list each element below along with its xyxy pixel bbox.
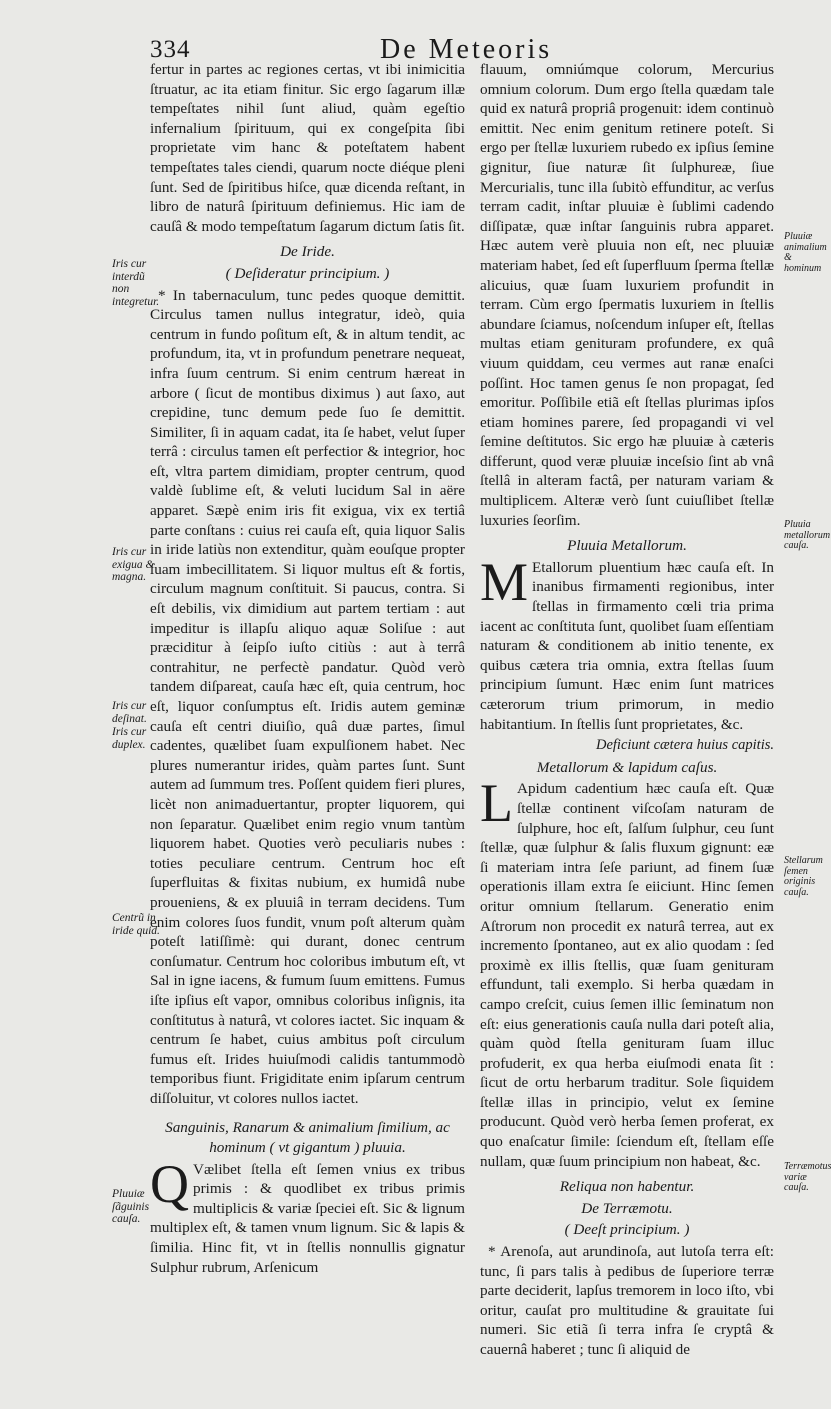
note-reliqua: Reliqua non habentur.	[559, 1178, 695, 1196]
paragraph: fertur in partes ac regiones certas, vt ibi inimicitia ſtruatur, ac ita etiam finitur. Sic ergo ſagarum illæ tempeſtates nihil ſunt aliud, quàm egeſtio infernalium ſpirituum, qui ex congeſpita ſibi proprietate vim hanc & poteſtatem habent tempeſtates tales ciendi, quarum nocte diéque pleni ſunt. Sed de ſpiritibus hiſce, quæ dicenda reſtant, in libro de naturâ ſpirituum definiemus. Hic iam de cauſâ & modo tempeſtatum ſagarum dictum ſatis ſit.	[150, 61, 465, 235]
margin-note-right-1: Pluuiæ animalium & hominum	[784, 231, 827, 274]
page-number: 334	[150, 36, 191, 63]
margin-note-iris-duplex: Iris cur duplex.	[112, 726, 147, 751]
right-column	[480, 60, 774, 1360]
note-deficiunt: Deficiunt cætera huius capitis.	[595, 737, 774, 754]
paragraph-text: Apidum cadentium hæc cauſa eſt. Quæ ſtellæ continent viſcoſam naturam de ſulphure, hoc eſt, ſalſum ſulphur, ceu ſunt ſtellæ, quæ ſulphur & ſalis fluxum gignunt: eæ ſi materiam intra ſeſe pariunt, ad finem ſuæ operationis illam extra ſe eiiciunt. Hinc ſemen oritur omnium ſtellarum. Generatio enim Aſtrorum non procedit ex naturâ terrea, aut ex incremento ſpontaneo, aut ex alio quodam : ſed proximè ex illis ſtellis, quæ ſuam genituram effundunt, tali exemplo. Si herba quædam in campo creſcit, cuius ſemen illic ſeminatum non eſt: eius generationis cauſa nulla dari poteſt alia, quàm quòd ſtella genituram ſuam illuc profuderit, ex qua herba eiuſmodi enata ſit : ſicut de ortu herbarum traditur. Sole ſiquidem ſtellæ illas in principio, velut ex ſemine producunt. Quòd verò herba ſemen proferat, ex quo enaſcatur ſimile: ſciendum eſt, ſtellam eſſe nullam, quæ ſuum principium non habeat, &c.	[480, 780, 774, 1170]
subheading-principium: ( Deſideratur principium. )	[225, 264, 390, 282]
heading-de-terraemotu: De Terræmotu.	[581, 1199, 673, 1217]
drop-cap-m: M	[480, 551, 529, 612]
left-column	[150, 60, 465, 1277]
paragraph	[480, 773, 774, 1171]
margin-note-centrum: Centrũ in iride quid.	[112, 912, 160, 937]
margin-note-right-2: Pluuia metallorum cauſa.	[784, 519, 831, 551]
margin-note-iris-exigua: Iris cur exigua & magna.	[112, 546, 155, 583]
margin-note-pluuiae: Pluuiæ ſãguinis cauſa.	[112, 1188, 150, 1225]
subheading-deest-principium: ( Deeſt principium. )	[564, 1221, 690, 1239]
margin-note-right-3: Stellarum ſemen originis cauſa.	[784, 855, 823, 898]
paragraph: * Arenoſa, aut arundinoſa, aut lutoſa terra eſt: tunc, ſi pars talis à pedibus de ſuperiore terræ parte deciderit, lapſus tremorem in loco iſto, vbi oritur, cauſat pro multitudine & grauitate ſui numeri. Sic etiã ſi terra infra ſe cryptâ & cauernâ haberet ; tunc ſi aliquid de	[480, 1243, 774, 1358]
paragraph: flauum, omniúmque colorum, Mercurius omnium colorum. Dum ergo ſtella quædam tale quid ex naturâ propriâ progenuit: idem continuò emittit. Nec enim genitum retinere poteſt. Si ergo per ſtellæ luxuriem rubedo ex ipſius ſemine gignitur, ſiue naturæ ſit ſulphureæ, ſiue Mercurialis, tunc illa ſubitò effunditur, ac verſus terram cadit, inſtar pluuiæ è ſublimi cadendo diſſipatæ, quæ inſtar ſanguinis rubra apparet. Hæc autem verè pluuia non eſt, nec pluuiæ materiam habet, ſed eſt ſuperfluum ſperma ſtellæ alicuius, quæ ſuam luxuriem profundit in terram. Cùm ergo ſpermatis luxuriem in ſtellis abundare ſciamus, noſcendum inſuper eſt, ſtellas multas etiam genituram profundere, ex quâ viuum quiddam, ceu vermes aut ranæ enaſci poſſint. Hoc tamen genus ſe non propagat, ſed emoritur. Poſſibile etiã eſt ſtellas plurimas ipſos etiam homines parere, ſed propagandi vi vel ſemine deſtitutos. Sic ergo hæ pluuiæ à cæteris differunt, quod veræ pluuiæ inceſsio ſint ab vnâ ſtellâ in alteram factâ, per naturam variam & multiplicem. Alteræ verò ſunt cuiuſlibet ſtellæ luxuries ſeorſim.	[480, 61, 774, 529]
margin-note-right-4: Terræmotus variæ cauſa.	[784, 1161, 831, 1193]
margin-note-iris-desinat: Iris cur deſinat.	[112, 700, 147, 725]
paragraph	[150, 1153, 465, 1278]
paragraph	[480, 551, 774, 734]
heading-metallorum-lapidum: Metallorum & lapidum caſus.	[536, 758, 718, 776]
heading-pluuia-metallorum: Pluuia Metallorum.	[567, 537, 687, 555]
drop-cap-q: Q	[150, 1153, 189, 1214]
margin-note-iris-interdum: Iris cur interdũ non integretur.	[112, 258, 160, 308]
heading-sanguinis-pluuia: Sanguinis, Ranarum & animalium ſimilium, ac hominum ( vt gigantum ) pluuia.	[165, 1119, 450, 1157]
paragraph: * In tabernaculum, tunc pedes quoque demittit. Circulus tamen nullus integratur, ideò, quia centrum in fundo poſitum eſt, & in altum tendit, ac profundum, ita, vt in profundum penetrare nequeat, infra ſuum centrum. Si enim centrum hæreat in arbore ( ſicut de montibus diximus ) aut ſaxo, aut crepidine, tunc demum pede ſuo ſe demittit. Similiter, ſi in aquam cadat, ita ſe habet, velut ſuper terrâ : circulus tamen eſt perfectior & integrior, hoc eſt, vltra partem dimidiam, propter centrum, quod valdè ſublime eſt, & veluti lucidum Sal in aëre apparet. Sæpè enim iris fit exigua, vix ex tertiâ parte conſtans : cuius rei cauſa eſt, quia liquor Salis in iride latiùs non extenditur, quàm eouſque propter ſuam imbecillitatem. Si liquor multus eſt & fortis, circulum magnum conſtituit. Si paucus, contra. Si eſt debilis, vix dimidium aut partem tertiam : aut impeditur is illapſu aliquo aquæ Soliſue : aut præciditur à ſeipſo iuſto citiùs : aut à terrâ contrahitur, ne perfectè pandatur. Quòd verò tandem diſpareat, cauſa hæc eſt, quia centrum, hoc eſt, liquor conſumptus eſt. Iridis autem geminæ cauſa eſt centri diuiſio, quâ duæ partes, ſimul cadentes, quælibet ſuam expulſionem habet. Nec plures numerantur irides, quàm partes ſunt. Sunt autem ad ſummum tres. Poſſent quidem fieri plures, licèt non animaduertantur, propter liquorem, qui non ſeparatur. Quælibet enim regio vnum tantùm liquorem habet. Quoties verò peculiaris nubes : toties peculiare centrum. Centrum hoc eſt ſuperfluitas & fixitas nubium, ex humidâ nube proueniens, & ex pluuiâ in terram decidens. Tum enim colores ſuos fundit, vnum poſt alterum quàm poteſt latiſſimè: qui durant, donec centrum conſumatur. Centrum hoc coloribus imbutum eſt, vt Sal in igne iacens, & fumum ſuum emittens. Fumus iſte ipſius eſt vapor, omnibus coloribus inſignis, ita conſtitutus à naturâ, vt colores iactet. Sic inquam & centrum ſe habet, cuius ambitus poſt circulum fumus eſt. Irides huiuſmodi calidis tantummodò temporibus fiunt. Frigiditate enim ipſarum centrum diſſoluitur, vt colores nullos iactet.	[150, 286, 465, 1107]
heading-de-iride: De Iride.	[280, 243, 335, 261]
paragraph-text: Vælibet ſtella eſt ſemen vnius ex tribus primis : & quodlibet ex tribus primis multiplicis & variæ ſpeciei eſt. Sic & lignum multiplex eſt, & tamen vnum lignum. Sic & lapis & ſimilia. Hinc fit, vt in ſtellis nonnullis gignatur Sulphur rubrum, Arſenicum	[150, 1160, 465, 1276]
drop-cap-l: L	[480, 773, 513, 834]
paragraph-text: Etallorum pluentium hæc cauſa eſt. In inanibus firmamenti regionibus, inter ſtellas in firmamento cœli tria prima iacent ac conſtituta ſunt, quolibet ſuam eſſentiam naturam & conditionem ab initio tenente, ex quibus cætera tria omnia, extra ſtellas ſuum principium ſumunt. Hæc enim ſunt matrices cæterorum trium primorum, in medio habitantium. In ſtellis ſunt proprietates, &c.	[480, 558, 774, 733]
running-head: De Meteoris	[380, 34, 553, 65]
